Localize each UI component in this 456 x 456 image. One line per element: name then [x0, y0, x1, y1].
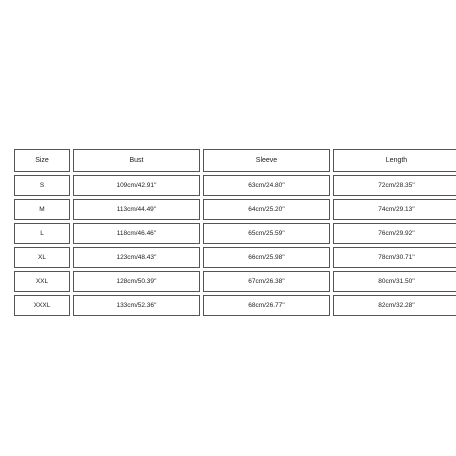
- table-row: [14, 175, 456, 196]
- cell-length: 76cm/29.92'': [333, 223, 456, 244]
- cell-length: 82cm/32.28'': [333, 295, 456, 316]
- table-row: [14, 199, 456, 220]
- cell-size: L: [14, 223, 70, 244]
- table-row: [14, 271, 456, 292]
- cell-sleeve: 66cm/25.98'': [203, 247, 330, 268]
- header-size: Size: [14, 149, 70, 172]
- cell-length: 72cm/28.35'': [333, 175, 456, 196]
- table-row: [14, 295, 456, 316]
- cell-sleeve: 68cm/26.77'': [203, 295, 330, 316]
- cell-size: XXXL: [14, 295, 70, 316]
- cell-bust: 123cm/48.43'': [73, 247, 200, 268]
- cell-size: S: [14, 175, 70, 196]
- cell-length: 78cm/30.71'': [333, 247, 456, 268]
- cell-bust: 113cm/44.49'': [73, 199, 200, 220]
- cell-sleeve: 67cm/26.38'': [203, 271, 330, 292]
- header-sleeve: Sleeve: [203, 149, 330, 172]
- cell-bust: 133cm/52.36'': [73, 295, 200, 316]
- cell-bust: 109cm/42.91'': [73, 175, 200, 196]
- header-length: Length: [333, 149, 456, 172]
- cell-bust: 118cm/46.46'': [73, 223, 200, 244]
- header-bust: Bust: [73, 149, 200, 172]
- table-row: [14, 247, 456, 268]
- cell-sleeve: 63cm/24.80'': [203, 175, 330, 196]
- cell-length: 74cm/29.13'': [333, 199, 456, 220]
- table-header-row: [14, 149, 456, 172]
- cell-size: M: [14, 199, 70, 220]
- size-chart-table: [11, 146, 456, 319]
- cell-size: XXL: [14, 271, 70, 292]
- cell-sleeve: 64cm/25.20'': [203, 199, 330, 220]
- cell-size: XL: [14, 247, 70, 268]
- cell-length: 80cm/31.50'': [333, 271, 456, 292]
- cell-sleeve: 65cm/25.59'': [203, 223, 330, 244]
- cell-bust: 128cm/50.39'': [73, 271, 200, 292]
- table-row: [14, 223, 456, 244]
